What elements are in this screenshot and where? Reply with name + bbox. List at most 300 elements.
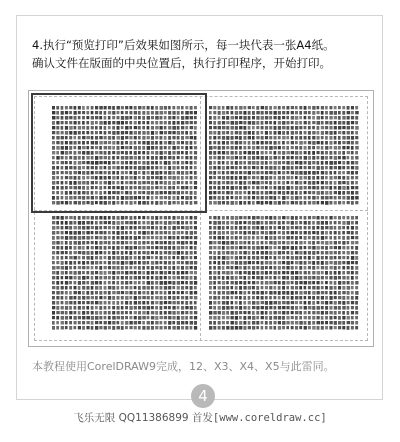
glyph-mark xyxy=(269,321,272,325)
glyph-mark xyxy=(274,226,277,230)
glyph-mark xyxy=(342,111,345,115)
glyph-mark xyxy=(256,171,259,174)
glyph-mark xyxy=(321,256,324,260)
glyph-mark xyxy=(74,246,77,250)
glyph-mark xyxy=(304,126,307,129)
glyph-mark xyxy=(160,296,163,300)
glyph-mark xyxy=(226,226,229,229)
glyph-mark xyxy=(74,306,77,310)
glyph-mark xyxy=(282,301,286,304)
glyph-mark xyxy=(91,216,94,220)
glyph-mark xyxy=(172,316,175,320)
glyph-mark xyxy=(342,311,345,315)
glyph-mark xyxy=(308,196,311,199)
glyph-mark xyxy=(286,181,289,184)
glyph-mark xyxy=(342,266,345,270)
glyph-mark xyxy=(347,231,351,234)
glyph-mark xyxy=(52,281,55,284)
glyph-mark xyxy=(52,266,56,270)
glyph-mark xyxy=(334,286,337,290)
glyph-mark xyxy=(265,326,268,329)
glyph-mark xyxy=(317,141,320,144)
glyph-mark xyxy=(355,306,358,310)
glyph-mark xyxy=(86,281,89,284)
glyph-mark xyxy=(222,301,226,305)
glyph-mark xyxy=(317,271,321,275)
glyph-mark xyxy=(52,306,55,309)
tile-top-right-content xyxy=(209,105,359,205)
glyph-mark xyxy=(351,191,354,195)
glyph-mark xyxy=(235,236,238,240)
glyph-mark xyxy=(269,286,272,290)
glyph-mark xyxy=(56,296,59,300)
glyph-mark xyxy=(312,286,315,290)
glyph-mark xyxy=(248,246,251,250)
glyph-mark xyxy=(265,176,268,180)
glyph-mark xyxy=(286,291,289,295)
glyph-mark xyxy=(278,216,281,220)
glyph-mark xyxy=(304,266,307,270)
glyph-mark xyxy=(104,236,107,240)
glyph-mark xyxy=(239,266,242,269)
glyph-mark xyxy=(256,221,259,225)
glyph-mark xyxy=(338,126,341,130)
glyph-mark xyxy=(243,306,246,310)
glyph-mark xyxy=(181,251,184,255)
glyph-mark xyxy=(274,116,277,119)
glyph-mark xyxy=(160,326,163,330)
glyph-mark xyxy=(282,136,286,140)
glyph-mark xyxy=(99,256,102,260)
glyph-mark xyxy=(299,201,302,205)
glyph-mark xyxy=(274,261,277,265)
glyph-mark xyxy=(99,326,102,329)
glyph-mark xyxy=(321,106,324,110)
glyph-mark xyxy=(278,141,281,145)
glyph-mark xyxy=(56,316,59,320)
glyph-mark xyxy=(209,131,212,135)
glyph-mark xyxy=(321,321,324,324)
glyph-mark xyxy=(338,236,341,239)
glyph-mark xyxy=(312,266,315,270)
glyph-mark xyxy=(181,286,184,290)
glyph-mark xyxy=(317,296,320,300)
glyph-mark xyxy=(164,276,167,279)
glyph-mark xyxy=(117,246,120,250)
glyph-mark xyxy=(338,251,341,255)
glyph-mark xyxy=(134,231,137,235)
glyph-mark xyxy=(117,326,120,329)
glyph-mark xyxy=(256,131,259,135)
glyph-mark xyxy=(112,276,115,280)
glyph-mark xyxy=(312,226,315,230)
glyph-mark xyxy=(209,141,212,145)
glyph-mark xyxy=(321,111,324,115)
glyph-mark xyxy=(347,266,350,269)
glyph-mark xyxy=(185,231,188,235)
glyph-mark xyxy=(138,256,141,260)
glyph-mark xyxy=(269,126,272,130)
glyph-mark xyxy=(209,306,212,309)
glyph-mark xyxy=(222,306,225,310)
glyph-mark xyxy=(312,171,316,175)
glyph-mark xyxy=(91,326,94,330)
glyph-mark xyxy=(278,136,281,139)
glyph-mark xyxy=(321,126,324,129)
glyph-mark xyxy=(121,326,124,330)
glyph-mark xyxy=(151,326,154,330)
glyph-mark xyxy=(304,216,307,220)
glyph-mark xyxy=(308,286,311,289)
glyph-mark xyxy=(325,191,328,195)
glyph-mark xyxy=(243,166,246,169)
glyph-mark xyxy=(286,286,289,289)
glyph-mark xyxy=(56,221,59,225)
glyph-mark xyxy=(226,321,229,324)
glyph-mark xyxy=(78,301,81,304)
glyph-mark xyxy=(231,246,234,249)
glyph-mark xyxy=(56,321,59,324)
glyph-mark xyxy=(181,321,184,325)
glyph-mark xyxy=(248,191,251,195)
glyph-mark xyxy=(231,306,234,309)
glyph-mark xyxy=(304,176,307,179)
glyph-mark xyxy=(321,201,324,204)
glyph-mark xyxy=(86,271,89,274)
glyph-mark xyxy=(291,141,294,144)
glyph-mark xyxy=(125,251,128,254)
glyph-mark xyxy=(286,166,289,170)
glyph-mark xyxy=(181,231,184,234)
glyph-mark xyxy=(104,276,107,279)
glyph-mark xyxy=(265,151,268,154)
glyph-mark xyxy=(78,321,81,324)
instruction-line-1: 4.执行“预览打印”后效果如图所示，每一块代表一张A4纸。 xyxy=(32,38,335,52)
glyph-mark xyxy=(177,231,181,235)
glyph-mark xyxy=(218,156,221,160)
glyph-mark xyxy=(269,236,272,240)
glyph-mark xyxy=(155,256,158,259)
glyph-mark xyxy=(351,296,354,300)
glyph-mark xyxy=(239,226,242,230)
glyph-mark xyxy=(142,321,145,325)
tile-bottom-left-content xyxy=(52,215,198,333)
glyph-mark xyxy=(308,316,311,320)
glyph-mark xyxy=(209,176,212,179)
glyph-mark xyxy=(286,221,289,224)
glyph-mark xyxy=(121,221,124,225)
credit-site: 飞乐无限 QQ11386899 xyxy=(73,412,189,424)
glyph-mark xyxy=(74,326,77,329)
glyph-mark xyxy=(351,201,354,205)
glyph-mark xyxy=(209,216,212,219)
glyph-mark xyxy=(355,111,359,114)
glyph-mark xyxy=(164,296,167,300)
glyph-mark xyxy=(172,226,175,230)
glyph-mark xyxy=(52,296,55,300)
glyph-mark xyxy=(299,196,302,199)
glyph-mark xyxy=(243,301,246,305)
glyph-mark xyxy=(222,171,225,175)
glyph-mark xyxy=(304,156,307,160)
glyph-mark xyxy=(239,141,242,144)
glyph-mark xyxy=(338,306,341,310)
glyph-mark xyxy=(160,321,163,324)
glyph-mark xyxy=(138,311,141,315)
glyph-mark xyxy=(194,326,197,330)
glyph-mark xyxy=(117,226,120,230)
glyph-mark xyxy=(291,186,294,190)
glyph-mark xyxy=(317,146,320,149)
glyph-mark xyxy=(278,131,281,135)
glyph-mark xyxy=(91,256,94,260)
glyph-mark xyxy=(74,216,77,220)
glyph-mark xyxy=(308,156,311,160)
glyph-mark xyxy=(291,296,294,300)
glyph-mark xyxy=(256,281,259,284)
glyph-mark xyxy=(226,151,229,155)
glyph-mark xyxy=(108,261,111,265)
glyph-mark xyxy=(342,191,345,195)
glyph-mark xyxy=(239,306,242,310)
glyph-mark xyxy=(91,271,94,275)
glyph-mark xyxy=(108,256,111,260)
glyph-mark xyxy=(286,236,289,240)
glyph-mark xyxy=(164,266,167,269)
glyph-mark xyxy=(325,111,328,115)
glyph-mark xyxy=(256,186,259,189)
glyph-mark xyxy=(265,256,268,260)
glyph-mark xyxy=(299,241,302,245)
glyph-mark xyxy=(168,226,171,230)
glyph-mark xyxy=(82,286,85,290)
glyph-mark xyxy=(299,301,302,304)
glyph-mark xyxy=(65,321,68,324)
glyph-mark xyxy=(129,261,133,265)
glyph-mark xyxy=(190,316,193,319)
glyph-mark xyxy=(172,311,175,315)
glyph-mark xyxy=(312,191,315,194)
glyph-mark xyxy=(342,136,345,140)
glyph-mark xyxy=(172,306,175,310)
glyph-mark xyxy=(239,301,242,305)
glyph-mark xyxy=(252,111,255,115)
glyph-mark xyxy=(99,246,102,250)
glyph-mark xyxy=(239,221,242,224)
glyph-mark xyxy=(325,271,328,275)
glyph-mark xyxy=(338,141,341,145)
glyph-mark xyxy=(256,246,259,250)
glyph-mark xyxy=(194,316,197,319)
glyph-mark xyxy=(291,261,294,264)
glyph-mark xyxy=(235,276,238,280)
glyph-mark xyxy=(291,306,294,310)
glyph-mark xyxy=(347,106,350,110)
glyph-mark xyxy=(65,276,68,279)
glyph-mark xyxy=(252,306,255,309)
glyph-mark xyxy=(235,116,238,119)
glyph-mark xyxy=(185,226,189,230)
glyph-mark xyxy=(99,306,102,310)
glyph-mark xyxy=(121,281,124,285)
glyph-mark xyxy=(82,236,85,240)
glyph-mark xyxy=(338,176,341,179)
glyph-mark xyxy=(304,286,307,289)
glyph-mark xyxy=(334,281,337,285)
glyph-mark xyxy=(295,241,298,244)
glyph-mark xyxy=(351,176,354,179)
glyph-mark xyxy=(142,226,145,229)
glyph-mark xyxy=(282,176,285,180)
glyph-mark xyxy=(185,296,188,300)
glyph-mark xyxy=(213,131,216,135)
glyph-mark xyxy=(325,286,328,289)
glyph-mark xyxy=(213,151,216,155)
glyph-mark xyxy=(321,121,324,125)
glyph-mark xyxy=(261,176,264,180)
glyph-mark xyxy=(226,306,229,310)
glyph-mark xyxy=(295,246,298,250)
glyph-mark xyxy=(172,281,175,285)
glyph-mark xyxy=(317,261,320,265)
glyph-mark xyxy=(317,286,320,290)
glyph-mark xyxy=(256,106,259,110)
glyph-mark xyxy=(226,111,229,114)
glyph-mark xyxy=(265,296,268,299)
glyph-mark xyxy=(239,261,242,265)
glyph-mark xyxy=(308,106,311,109)
glyph-mark xyxy=(248,221,251,225)
glyph-mark xyxy=(321,141,324,145)
glyph-mark xyxy=(147,261,150,264)
glyph-mark xyxy=(218,291,221,295)
glyph-mark xyxy=(256,151,259,155)
glyph-mark xyxy=(295,291,298,295)
glyph-mark xyxy=(282,316,285,320)
glyph-mark xyxy=(82,316,85,320)
glyph-mark xyxy=(256,236,259,240)
glyph-mark xyxy=(108,311,111,315)
glyph-mark xyxy=(329,221,332,225)
glyph-mark xyxy=(317,176,320,180)
glyph-mark xyxy=(286,151,290,154)
glyph-mark xyxy=(209,261,212,265)
glyph-mark xyxy=(168,221,172,225)
glyph-mark xyxy=(261,291,264,295)
glyph-mark xyxy=(151,296,154,300)
glyph-mark xyxy=(213,111,216,114)
glyph-mark xyxy=(185,281,188,284)
glyph-mark xyxy=(151,306,154,309)
glyph-mark xyxy=(274,306,277,310)
glyph-mark xyxy=(261,191,264,195)
glyph-mark xyxy=(95,326,98,330)
glyph-mark xyxy=(209,236,212,239)
glyph-mark xyxy=(295,201,298,205)
glyph-mark xyxy=(291,161,294,165)
glyph-mark xyxy=(347,281,350,284)
glyph-mark xyxy=(61,301,64,304)
glyph-mark xyxy=(69,276,72,279)
glyph-mark xyxy=(321,276,324,279)
glyph-mark xyxy=(274,286,277,290)
glyph-mark xyxy=(112,261,115,265)
glyph-mark xyxy=(252,201,255,205)
glyph-mark xyxy=(342,166,345,169)
glyph-mark xyxy=(269,226,272,230)
glyph-mark xyxy=(235,251,238,255)
glyph-mark xyxy=(164,221,167,225)
glyph-mark xyxy=(213,246,216,249)
glyph-mark xyxy=(177,236,180,239)
glyph-mark xyxy=(78,271,81,275)
glyph-mark xyxy=(172,216,175,220)
glyph-mark xyxy=(231,276,234,280)
glyph-mark xyxy=(347,306,350,310)
glyph-mark xyxy=(117,291,121,294)
glyph-mark xyxy=(252,131,255,135)
glyph-mark xyxy=(351,141,354,145)
glyph-mark xyxy=(209,326,212,330)
glyph-mark xyxy=(282,126,285,129)
glyph-mark xyxy=(355,286,358,289)
glyph-mark xyxy=(286,326,289,329)
glyph-mark xyxy=(104,256,107,259)
glyph-mark xyxy=(342,146,345,149)
glyph-mark xyxy=(252,301,255,305)
glyph-mark xyxy=(286,271,289,274)
glyph-mark xyxy=(347,236,350,240)
glyph-mark xyxy=(142,261,146,265)
glyph-mark xyxy=(338,171,341,175)
glyph-mark xyxy=(334,271,337,275)
glyph-mark xyxy=(282,186,285,190)
glyph-mark xyxy=(334,246,337,249)
glyph-mark xyxy=(222,311,225,315)
glyph-mark xyxy=(209,196,212,200)
glyph-mark xyxy=(231,171,234,174)
glyph-mark xyxy=(112,316,116,320)
glyph-mark xyxy=(291,281,294,284)
glyph-mark xyxy=(252,121,255,125)
glyph-mark xyxy=(177,226,180,229)
glyph-mark xyxy=(155,271,158,274)
glyph-mark xyxy=(99,226,102,229)
glyph-mark xyxy=(129,241,132,244)
glyph-mark xyxy=(108,221,111,224)
glyph-mark xyxy=(185,266,188,270)
glyph-mark xyxy=(312,316,315,320)
glyph-mark xyxy=(286,201,289,205)
glyph-mark xyxy=(252,251,255,255)
glyph-mark xyxy=(256,231,259,235)
glyph-mark xyxy=(125,271,128,275)
glyph-mark xyxy=(329,171,332,175)
glyph-mark xyxy=(308,216,311,219)
glyph-mark xyxy=(248,256,251,260)
glyph-mark xyxy=(243,186,246,190)
glyph-mark xyxy=(164,256,167,260)
glyph-mark xyxy=(256,271,259,275)
glyph-mark xyxy=(190,326,193,330)
glyph-mark xyxy=(299,261,302,265)
glyph-mark xyxy=(164,321,167,324)
glyph-mark xyxy=(104,241,108,244)
glyph-mark xyxy=(308,191,311,194)
glyph-mark xyxy=(91,286,94,290)
glyph-mark xyxy=(218,271,221,275)
glyph-mark xyxy=(351,221,354,225)
